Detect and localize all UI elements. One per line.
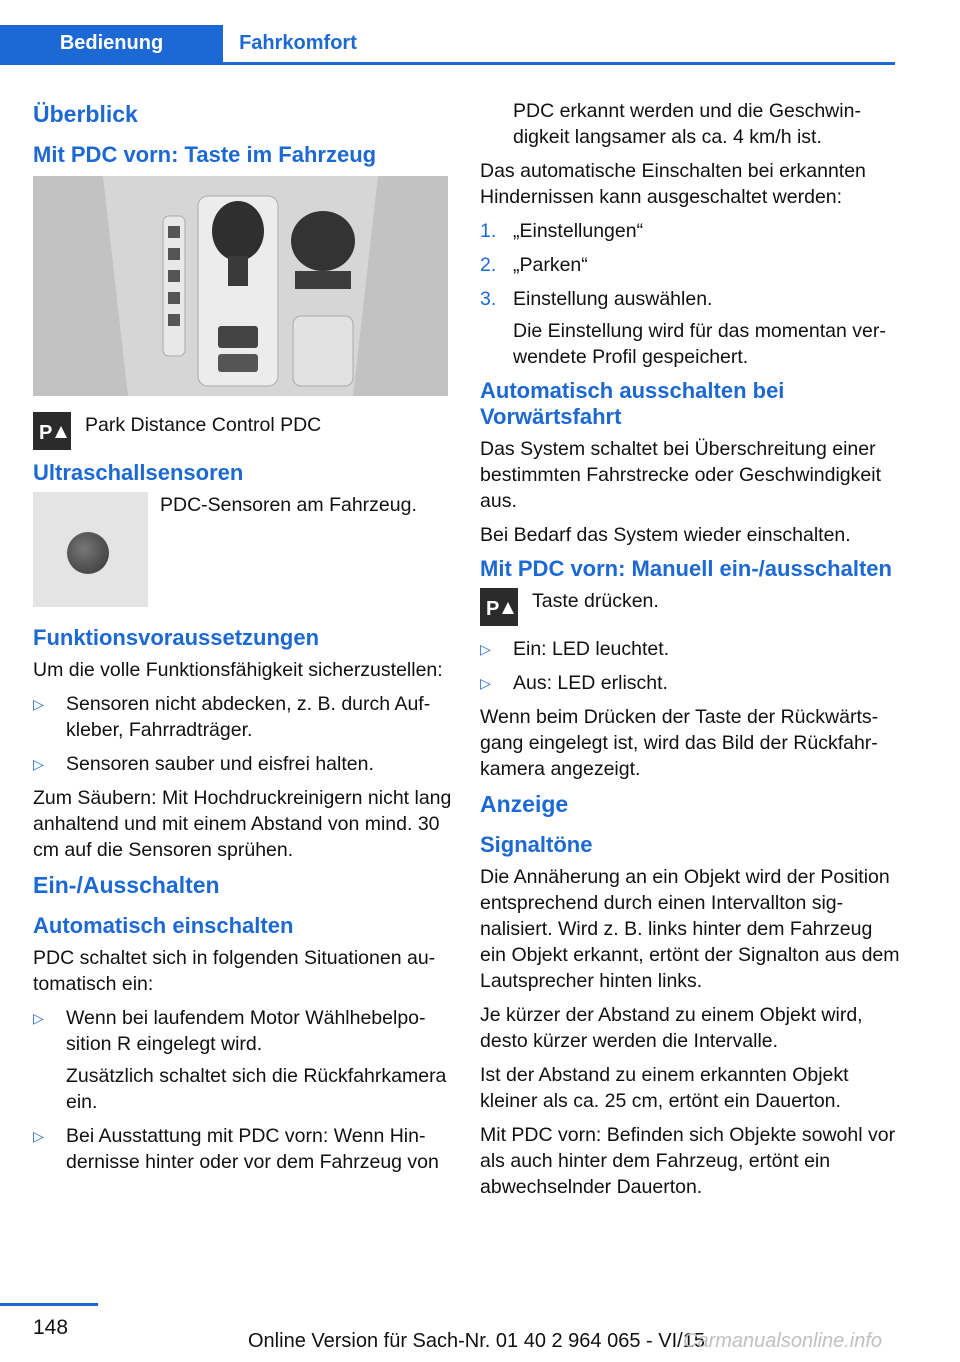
list-item: ▷ Aus: LED erlischt.	[480, 670, 900, 696]
signal-text2: Je kürzer der Abstand zu einem Objekt wird, desto kürzer werden die Intervalle.	[480, 1004, 863, 1052]
list-item: 1. „Einstellungen“	[480, 220, 644, 242]
list-item: ▷ Bei Ausstattung mit PDC vorn: Wenn Hindernisse hinter oder vor dem Fahrzeug von	[33, 1123, 453, 1175]
display-heading: Anzeige	[480, 791, 569, 817]
overview-heading: Überblick	[33, 101, 138, 127]
pdc-button-icon	[480, 588, 518, 626]
right-column	[480, 98, 900, 1208]
pdc-button-row	[33, 412, 453, 450]
auto-on-disable-text: Das automatische Einschalten bei erkannten Hindernissen kann ausgeschaltet werden:	[480, 160, 866, 208]
signal-subheading: Signaltöne	[480, 832, 593, 857]
page-number-rule	[0, 1303, 98, 1306]
manual-caption: Taste drücken.	[532, 590, 659, 612]
auto-off-text1: Das System schaltet bei Überschreitung einer bestimmten Fahrstrecke oder Geschwindigkeit aus.	[480, 438, 881, 512]
settings-steps	[480, 218, 900, 370]
cleaning-note: Zum Säubern: Mit Hochdruckreinigern nicht lang anhaltend und mit einem Abstand von mind. 30 cm auf die Sensoren sprühen.	[33, 787, 452, 861]
sensors-caption: PDC-Sensoren am Fahrzeug.	[160, 494, 417, 516]
list-item: 2. „Parken“	[480, 254, 588, 276]
signal-text1: Die Annäherung an ein Objekt wird der Position entsprechend durch einen Intervallton signalisiert. Wird z. B. links hinter dem Fahrzeug ein Objekt erkannt, ertönt der Signalton aus dem Lautsprecher hinten links.	[480, 866, 900, 992]
center-console-illustration	[33, 176, 448, 396]
watermark: Carmanualsonline.info	[683, 1330, 883, 1352]
list-item: ▷ Ein: LED leuchtet.	[480, 636, 900, 662]
sensors-heading: Ultraschallsensoren	[33, 460, 244, 485]
sensor-icon	[67, 532, 109, 574]
list-item	[33, 1005, 453, 1115]
signal-text3: Ist der Abstand zu einem erkannten Objekt kleiner als ca. 25 cm, ertönt ein Dauerton.	[480, 1064, 849, 1112]
manual-subheading: Mit PDC vorn: Manuell ein-/ausschalten	[480, 556, 892, 581]
svg-text:P: P	[39, 422, 53, 444]
manual-button-row	[480, 588, 900, 626]
prereq-heading: Funktionsvoraussetzungen	[33, 625, 320, 650]
auto-on-item2-cont: PDC erkannt werden und die Geschwindigkeit langsamer als ca. 4 km/h ist.	[513, 100, 861, 148]
prereq-list	[33, 691, 453, 777]
version-footer: Online Version für Sach-Nr. 01 40 2 964 065 - VI/15	[248, 1330, 705, 1352]
reverse-note: Wenn beim Drücken der Taste der Rückwärtsgang eingelegt ist, wird das Bild der Rückfahrkamera angezeigt.	[480, 706, 879, 780]
left-column	[33, 100, 453, 1183]
pdc-button-caption: Park Distance Control PDC	[85, 414, 322, 436]
button-subheading: Mit PDC vorn: Taste im Fahrzeug	[33, 142, 377, 167]
auto-on-item1-sub: Zusätzlich schaltet sich die Rückfahrkamera ein.	[66, 1065, 447, 1113]
tab-bedienung[interactable]: Bedienung	[0, 25, 223, 62]
onoff-heading: Ein-/Ausschalten	[33, 872, 220, 898]
auto-on-item1: Wenn bei laufendem Motor Wählhebelposition R eingelegt wird.	[66, 1007, 426, 1055]
prereq-intro: Um die volle Funktionsfähigkeit sicherzustellen:	[33, 659, 443, 681]
auto-on-intro: PDC schaltet sich in folgenden Situationen automatisch ein:	[33, 947, 436, 995]
list-item: 3. Einstellung auswählen. Die Einstellung wird für das momentan verwendete Profil gespeichert.	[480, 286, 900, 370]
chapter-tabs	[0, 25, 895, 65]
page-number: 148	[33, 1316, 69, 1339]
list-item: ▷ Sensoren nicht abdecken, z. B. durch Aufkleber, Fahrradträger.	[33, 691, 453, 743]
svg-text:P: P	[486, 598, 500, 620]
signal-text4: Mit PDC vorn: Befinden sich Objekte sowohl vor als auch hinter dem Fahrzeug, ertönt ein abwechselnder Dauerton.	[480, 1124, 896, 1198]
sensor-photo	[33, 492, 148, 607]
step3-sub: Die Einstellung wird für das momentan verwendete Profil gespeichert.	[513, 320, 886, 368]
list-item: ▷ Sensoren sauber und eisfrei halten.	[33, 751, 453, 777]
auto-off-subheading: Automatisch ausschalten bei Vorwärtsfahrt	[480, 378, 785, 429]
auto-off-text2: Bei Bedarf das System wieder einschalten.	[480, 524, 851, 546]
tab-fahrkomfort[interactable]: Fahrkomfort	[239, 32, 357, 54]
auto-on-list	[33, 1005, 453, 1175]
manual-list	[480, 636, 900, 696]
pdc-button-icon	[33, 412, 71, 450]
auto-on-subheading: Automatisch einschalten	[33, 913, 294, 938]
center-console-photo	[33, 176, 448, 396]
